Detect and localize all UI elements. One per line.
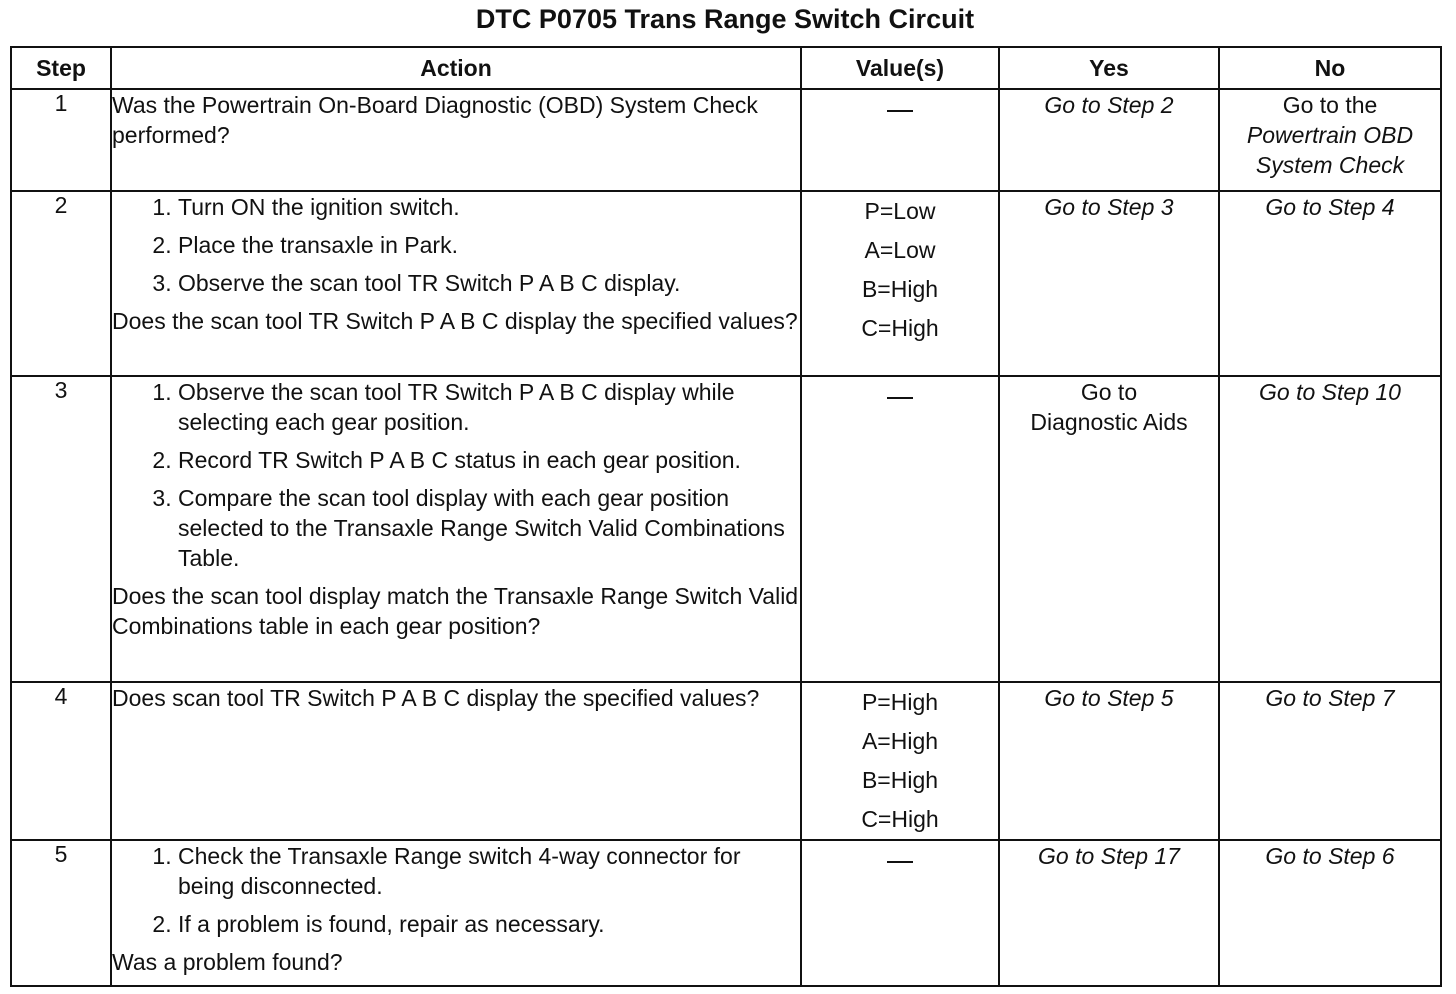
action-cell bbox=[111, 682, 801, 840]
no-cell: Go to Step 7 bbox=[1219, 682, 1441, 840]
action-step-item: 2. Place the transaxle in Park. bbox=[178, 230, 800, 260]
action-step-item: 2. If a problem is found, repair as necessary. bbox=[178, 909, 800, 939]
value-cell bbox=[801, 89, 999, 191]
value-line: B=High bbox=[861, 767, 939, 793]
action-cell bbox=[111, 840, 801, 986]
yes-cell: Go to Step 2 bbox=[999, 89, 1219, 191]
action-steps-list bbox=[112, 377, 800, 573]
no-text: Go to the bbox=[1282, 92, 1378, 118]
no-cell: Go to Step 10 bbox=[1219, 376, 1441, 682]
yes-cell: Go to Step 3 bbox=[999, 191, 1219, 376]
header-yes: Yes bbox=[999, 47, 1219, 89]
yes-cell: Go to Step 5 bbox=[999, 682, 1219, 840]
value-line: A=Low bbox=[864, 237, 936, 263]
empty-value-dash bbox=[887, 110, 913, 112]
value-cell bbox=[801, 376, 999, 682]
header-step: Step bbox=[11, 47, 111, 89]
value-cell bbox=[801, 191, 999, 376]
value-line: C=High bbox=[861, 806, 939, 832]
table-row-step-5 bbox=[11, 840, 1441, 986]
step-number: 3 bbox=[11, 376, 111, 682]
action-step-item: 1. Observe the scan tool TR Switch P A B C display while selecting each gear position. bbox=[178, 377, 800, 437]
header-action: Action bbox=[111, 47, 801, 89]
action-step-item: 1. Check the Transaxle Range switch 4-way connector for being disconnected. bbox=[178, 841, 800, 901]
page-title: DTC P0705 Trans Range Switch Circuit bbox=[475, 4, 975, 34]
action-cell bbox=[111, 191, 801, 376]
yes-cell: Go to Step 17 bbox=[999, 840, 1219, 986]
action-step-item: 3. Compare the scan tool display with each gear position selected to the Transaxle Range Switch Valid Combinations Table. bbox=[178, 483, 800, 573]
table-row-step-3 bbox=[11, 376, 1441, 682]
value-line: C=High bbox=[861, 315, 939, 341]
step-number: 4 bbox=[11, 682, 111, 840]
table-row-step-2 bbox=[11, 191, 1441, 376]
no-link-line-1: Powertrain OBD bbox=[1246, 122, 1414, 148]
table-row-step-1 bbox=[11, 89, 1441, 191]
value-line: A=High bbox=[861, 728, 939, 754]
action-question: Does scan tool TR Switch P A B C display the specified values? bbox=[112, 685, 760, 711]
header-row bbox=[11, 47, 1441, 89]
step-number: 5 bbox=[11, 840, 111, 986]
value-line: P=High bbox=[861, 689, 939, 715]
value-line: P=Low bbox=[864, 198, 936, 224]
value-cell bbox=[801, 840, 999, 986]
step-number: 2 bbox=[11, 191, 111, 376]
action-step-item: 3. Observe the scan tool TR Switch P A B C display. bbox=[178, 268, 800, 298]
value-line: B=High bbox=[861, 276, 939, 302]
action-question: Does the scan tool TR Switch P A B C display the specified values? bbox=[112, 308, 798, 334]
yes-cell bbox=[999, 376, 1219, 682]
action-cell bbox=[111, 376, 801, 682]
no-cell: Go to Step 6 bbox=[1219, 840, 1441, 986]
action-step-item: 1. Turn ON the ignition switch. bbox=[178, 192, 800, 222]
action-question: Was the Powertrain On-Board Diagnostic (OBD) System Check performed? bbox=[112, 92, 758, 148]
no-link-line-2: System Check bbox=[1255, 152, 1405, 178]
header-no: No bbox=[1219, 47, 1441, 89]
action-steps-list bbox=[112, 841, 800, 939]
yes-link: Diagnostic Aids bbox=[1030, 409, 1188, 435]
action-step-item: 2. Record TR Switch P A B C status in each gear position. bbox=[178, 445, 800, 475]
value-cell bbox=[801, 682, 999, 840]
table-row-step-4 bbox=[11, 682, 1441, 840]
diagnostic-table bbox=[10, 46, 1442, 987]
step-number: 1 bbox=[11, 89, 111, 191]
empty-value-dash bbox=[887, 861, 913, 863]
empty-value-dash bbox=[887, 397, 913, 399]
action-question: Does the scan tool display match the Transaxle Range Switch Valid Combinations table in each gear position? bbox=[112, 583, 799, 639]
yes-text: Go to bbox=[1080, 379, 1138, 405]
action-question: Was a problem found? bbox=[112, 949, 343, 975]
header-values: Value(s) bbox=[801, 47, 999, 89]
action-steps-list bbox=[112, 192, 800, 298]
no-cell: Go to Step 4 bbox=[1219, 191, 1441, 376]
action-cell bbox=[111, 89, 801, 191]
no-cell bbox=[1219, 89, 1441, 191]
